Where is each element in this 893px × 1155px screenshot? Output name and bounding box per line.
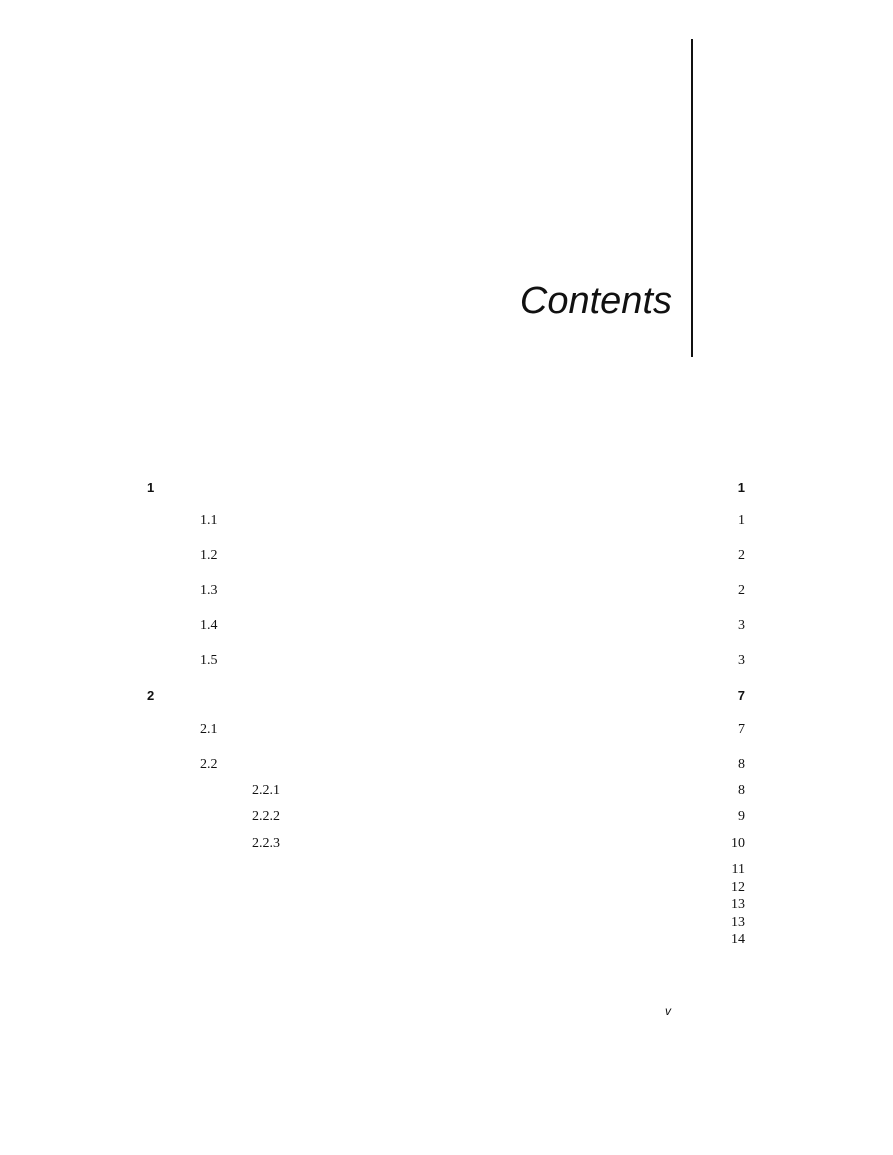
toc-number: 2.2.1	[252, 783, 280, 798]
toc-section-1-1[interactable]	[0, 512, 893, 530]
toc-subsection-2-2-1[interactable]	[0, 782, 893, 800]
toc-number: 2.2.2	[252, 809, 280, 824]
toc-topic-3[interactable]	[0, 896, 893, 914]
toc-subsection-2-2-3[interactable]	[0, 835, 893, 853]
toc-number: 1.2	[200, 548, 218, 563]
toc-page: 14	[731, 932, 745, 947]
toc-page: 8	[738, 783, 745, 798]
toc-topic-2[interactable]	[0, 879, 893, 897]
toc-page: 10	[731, 836, 745, 851]
toc-page: 3	[738, 618, 745, 633]
toc-number: 2.2.3	[252, 836, 280, 851]
toc-page: 7	[738, 722, 745, 737]
toc-number: 2.1	[200, 722, 218, 737]
toc-page: 13	[731, 897, 745, 912]
toc-page: 12	[731, 880, 745, 895]
header-vertical-rule	[691, 39, 693, 357]
page-number: v	[665, 1004, 671, 1018]
toc-section-1-5[interactable]	[0, 652, 893, 670]
toc-topic-1[interactable]	[0, 861, 893, 879]
toc-page: 1	[737, 480, 745, 495]
toc-page: 1	[738, 513, 745, 528]
toc-topic-4[interactable]	[0, 914, 893, 932]
toc-section-1-2[interactable]	[0, 547, 893, 565]
toc-subsection-2-2-2[interactable]	[0, 808, 893, 826]
toc-page: 9	[738, 809, 745, 824]
page-title: Contents	[519, 280, 672, 322]
toc-page: 2	[738, 583, 745, 598]
toc-section-2-2[interactable]	[0, 756, 893, 774]
toc-number: 1.4	[200, 618, 218, 633]
toc-number: 2	[147, 688, 155, 703]
toc-page: 3	[738, 653, 745, 668]
toc-number: 1.5	[200, 653, 218, 668]
toc-page: 8	[738, 757, 745, 772]
toc-number: 1.1	[200, 513, 218, 528]
toc-section-1-3[interactable]	[0, 582, 893, 600]
toc-page: 7	[737, 688, 745, 703]
toc-chapter-2[interactable]	[0, 687, 893, 705]
toc-section-1-4[interactable]	[0, 617, 893, 635]
toc-number: 2.2	[200, 757, 218, 772]
toc-section-2-1[interactable]	[0, 721, 893, 739]
toc-page: 2	[738, 548, 745, 563]
toc-number: 1	[147, 480, 155, 495]
toc-topic-5[interactable]	[0, 931, 893, 949]
toc-number: 1.3	[200, 583, 218, 598]
toc-chapter-1[interactable]	[0, 479, 893, 497]
toc-page: 11	[731, 862, 745, 877]
toc-page: 13	[731, 915, 745, 930]
